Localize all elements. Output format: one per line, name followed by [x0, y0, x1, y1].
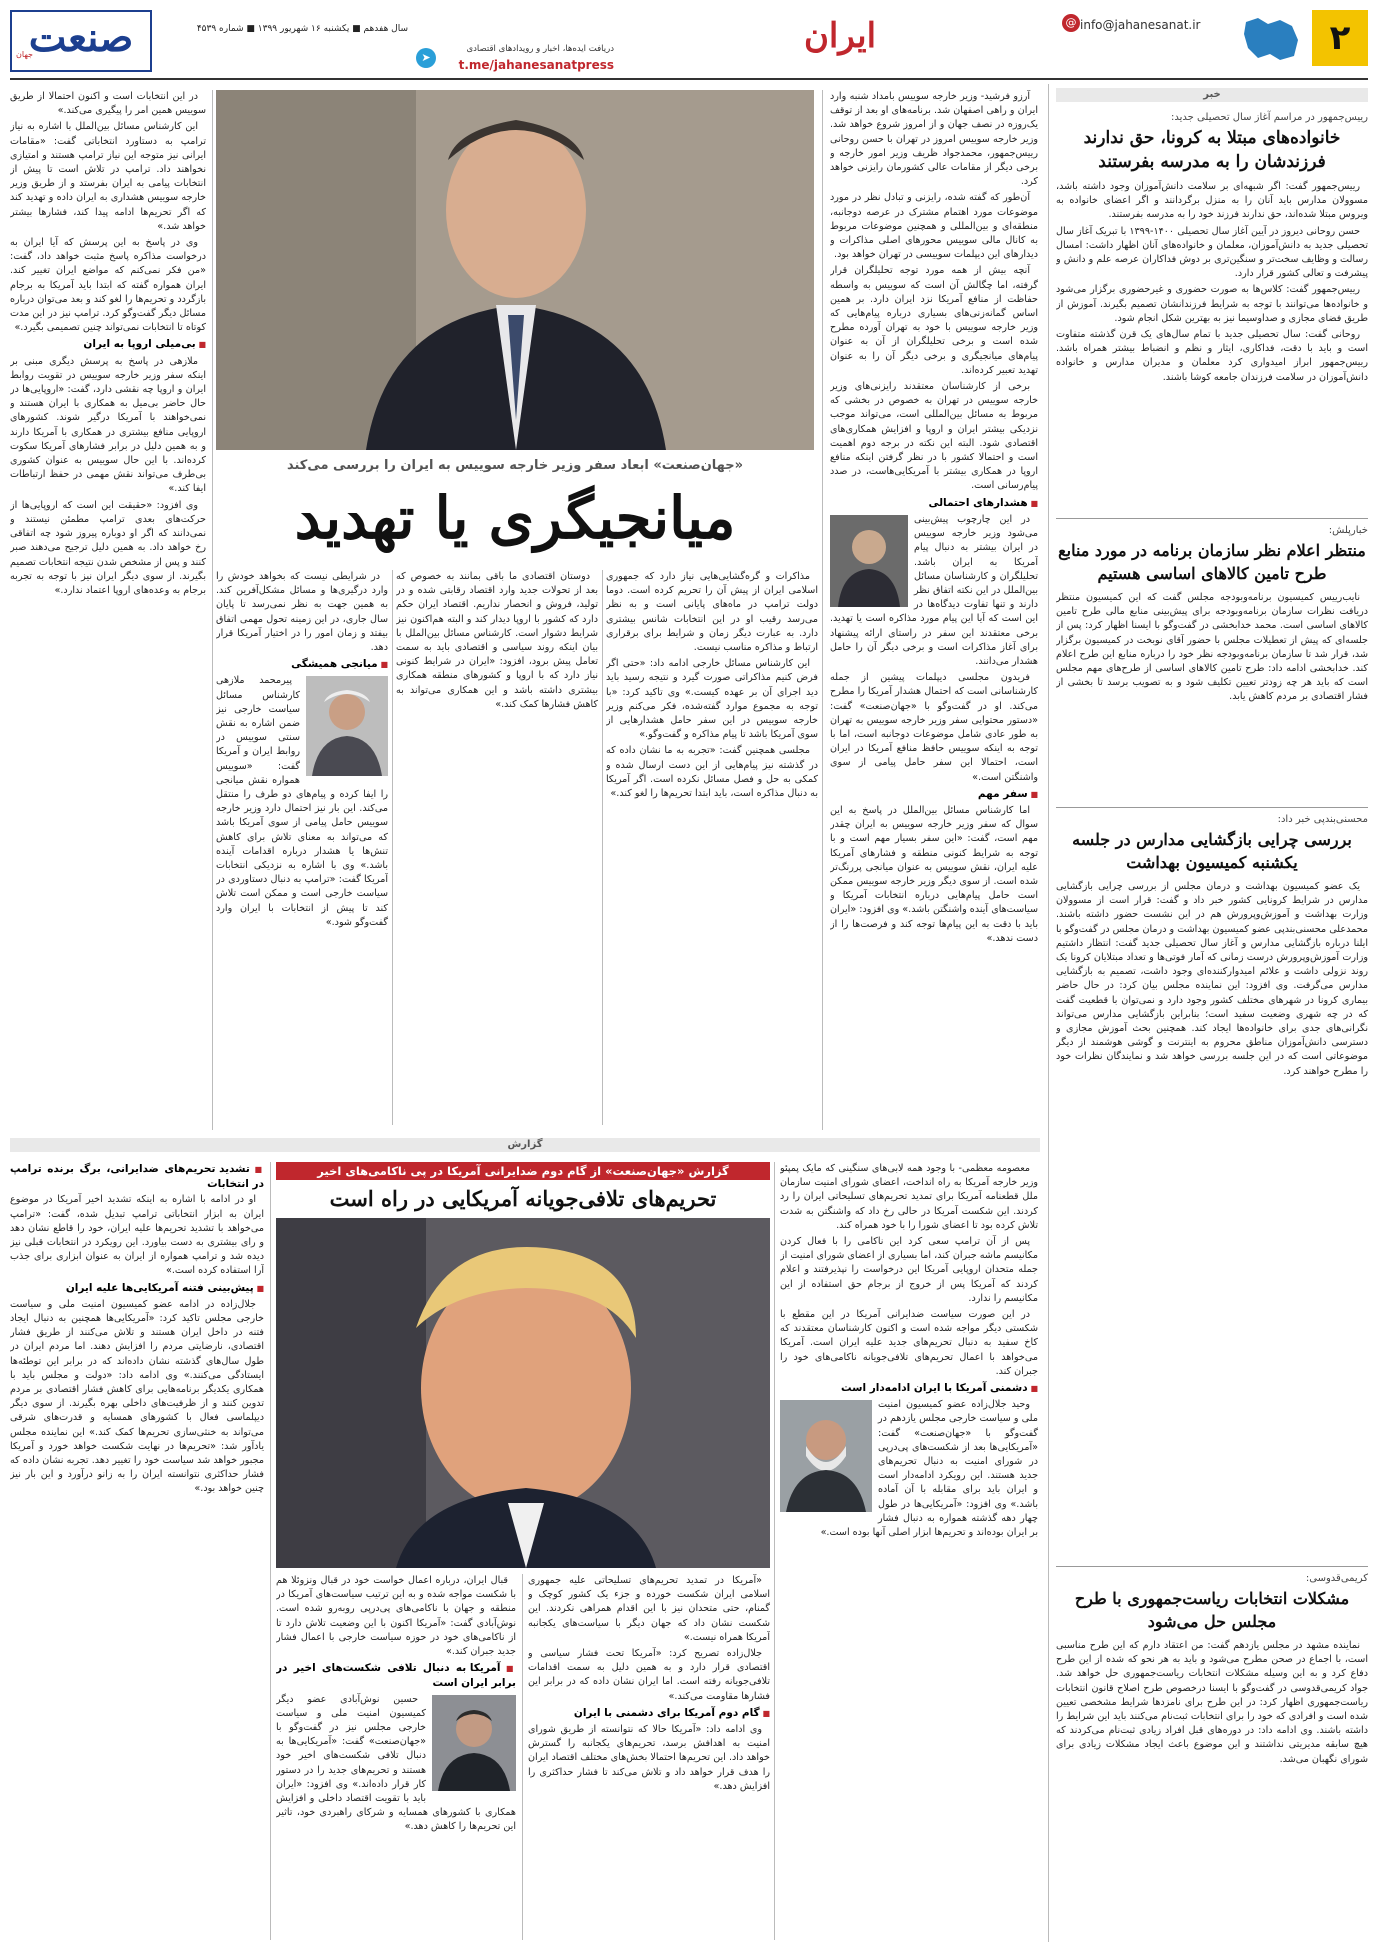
report-paragraph: حسین نوش‌آبادی عضو دیگر کمیسیون امنیت ملی و سیاست خارجی مجلس نیز در گفت‌وگو با «جهان‌صنعت» گفت: «آمریکایی‌ها به دنبال تلافی شکست‌های اخیر خود هستند و تحریم‌های جدید را در دستور کار قرار داده‌اند.» وی افزود: «ایران باید با تقویت اقتصاد داخلی و افزایش همکاری با کشورهای همسایه و شرکای راهبردی خود، تاثیر این تحریم‌ها را کاهش دهد.»	[276, 1693, 516, 1833]
top-story-title[interactable]: میانجیگری یا تهدید	[294, 484, 736, 552]
logo-text: صنعت	[28, 14, 134, 61]
news-paragraph: رییس‌جمهور گفت: اگر شبهه‌ای بر سلامت دانش‌آموزان وجود داشته باشد، مسوولان مدارس باید آنان را به منزل برگردانند و اگر اعضای خانواده به ویروس مبتلا شده‌اند، حق ندارند فرزند خود را به مدرسه بفرستند.	[1056, 181, 1368, 221]
report-col-2	[528, 1574, 770, 1940]
story-paragraph: ملازهی در پاسخ به پرسش دیگری مبنی بر اینکه سفر وزیر خارجه سوییس در تقویت روابط ایران و اروپا چه نقشی دارد، گفت: «اروپایی‌ها در حال حاضر بی‌میل به همکاری با ایران هستند و نمی‌خواهند با آمریکا درگیر شوند. کشورهای اروپایی منافع بیشتری در همکاری با آمریکا دارند و به همین دلیل در برابر فشارهای آمریکا سکوت کرده‌اند. با این حال سوییس به عنوان کشوری بی‌طرف می‌تواند نقش مهمی در حفظ ارتباطات ایفا کند.»	[10, 355, 206, 495]
news-kicker: محسنی‌بندپی خبر داد:	[1277, 814, 1368, 825]
report-band: گزارش	[10, 1138, 1040, 1152]
story-paragraph: آنچه بیش از همه مورد توجه تحلیلگران قرار گرفته، اما چگالش آن است که سوییس به واسطه حفاظت از منافع آمریکا نزد ایران دارد. بر همین اساس گمانه‌زنی‌های بسیاری درباره پیام‌هایی که وزیر خارجه سوییس با خود به تهران آورده مطرح شده است و برخی تحلیلگران از آن به عنوان پیام‌های میانجیگری و برخی دیگر آن را به عنوان تهدید تعبیر کرده‌اند.	[830, 265, 1038, 376]
news-title[interactable]: خانواده‌های مبتلا به کرونا، حق ندارند فرزندشان را به مدرسه بفرستند	[1083, 128, 1341, 172]
report-col-left	[10, 1162, 264, 1940]
report-lead-column	[780, 1162, 1038, 1940]
story-paragraph: پیرمحمد ملازهی کارشناس مسائل سیاست خارجی نیز ضمن اشاره به نقش سنتی سوییس در روابط ایران و آمریکا گفت: «سوییس همواره نقش میانجی را ایفا کرده و پیام‌های دو طرف را منتقل می‌کند. این بار نیز احتمال دارد وزیر خارجه سوییس حامل پیامی از سوی آمریکا باشد که می‌تواند به معنای تلاش برای کاهش تنش‌ها یا هشدار درباره اقدامات آینده باشد.» وی با اشاره به نزدیکی انتخابات آمریکا گفت: «ترامپ به دنبال دستاوردی در سیاست خارجی است و ممکن است تلاش کند تا پیش از انتخابات با ایران وارد گفت‌وگو شود.»	[216, 675, 388, 928]
iran-map-icon	[1240, 14, 1302, 64]
news-band: خبر	[1056, 88, 1368, 102]
report-paragraph: او در ادامه با اشاره به اینکه تشدید اخیر آمریکا در موضوع ایران به ابزار انتخاباتی ترامپ تبدیل شده، گفت: «ترامپ می‌خواهد با تشدید تحریم‌ها علیه ایران، خود را قاطع نشان دهد و رای بیشتری به دست بیاورد. این رویکرد در انتخابات قبلی نیز دیده شد و ترامپ همواره از ایران به عنوان ابزاری برای جذب آرا استفاده کرده است.»	[10, 1194, 264, 1277]
story-paragraph: دوستان اقتصادی ما باقی بمانند به خصوص که بعد از تحولات جدید وارد اقتصاد رقابتی شده و در تولید، فروش و انحصار نداریم. اقتصاد ایران حکم دارد که کشور با اروپا دیدار کند و البته هم‌اکنون نیز شرایط دشوار است. کارشناس مسائل بین‌الملل با بیان اینکه روند سیاسی و اقتصادی باید به سمت تعامل پیش برود، افزود: «ایران در شرایط کنونی نیاز دارد که با اروپا و کشورهای منطقه همکاری بیشتری داشته باشد و این همکاری می‌تواند به کاهش فشارها کمک کند.»	[396, 571, 598, 710]
report-paragraph: جلال‌زاده در ادامه عضو کمیسیون امنیت ملی و سیاست خارجی مجلس تاکید کرد: «آمریکایی‌ها همچنین به دنبال ایجاد فتنه در داخل ایران هستند و تلاش می‌کنند از طریق فشار اقتصادی، نارضایتی مردم را افزایش دهند. اما مردم ایران در طول سال‌های گذشته نشان داده‌اند که در برابر این توطئه‌ها ایستادگی می‌کنند.» وی ادامه داد: «دولت و مجلس باید با همکاری یکدیگر برنامه‌هایی برای کاهش فشار اقتصادی بر مردم تدوین کنند و از ظرفیت‌های داخلی بهره بگیرند. از سوی دیگر دیپلماسی فعال با کشورهای همسایه و قدرت‌های شرقی می‌تواند به خنثی‌سازی تحریم‌ها کمک کند.» این نماینده مجلس یادآور شد: «تحریم‌ها در نهایت شکست خواهد خورد و آمریکا مجبور خواهد شد سیاست خود را تغییر دهد. تجربه نشان داده که فشار حداکثری نتوانسته ایران را به زانو درآورد و این بار نیز چنین خواهد بود.»	[10, 1298, 264, 1495]
news-title[interactable]: منتظر اعلام نظر سازمان برنامه در مورد منابع طرح تامین کالاهای اساسی هستیم	[1058, 541, 1366, 583]
report-paragraph: «آمریکا در تمدید تحریم‌های تسلیحاتی علیه جمهوری اسلامی ایران شکست خورده و جزء یک کشور کوچک و گمنام، حتی متحدان نیز با این اقدام همراهی نکردند. این شکست نشان داد که جهان دیگر با سیاست‌های یکجانبه آمریکا همراه نیست.»	[528, 1575, 770, 1643]
news-paragraph: یک عضو کمیسیون بهداشت و درمان مجلس از بررسی چرایی بازگشایی مدارس در شرایط کرونایی کشور خبر داد و گفت: قرار است از مسوولان وزارت بهداشت و آموزش‌وپرورش هم در این نشست حضور داشته باشند. محمدعلی محسنی‌بندپی عضو کمیسیون بهداشت و درمان مجلس در گفت‌وگو با ایلنا درباره بازگشایی مدارس و آغاز سال تحصیلی جدید گفت: انتظار داشتیم وزارت آموزش‌وپرورش درست زمانی که آمار فوتی‌ها و تعداد مبتلایان کرونا یک روند نزولی داشت و علائم امیدوارکننده‌ای وجود داشت، تصمیم به بازگشایی مدارس می‌گرفت. وی افزود: این نماینده مجلس بیان کرد: در حال حاضر بیماری کرونا در شهرهای مختلف کشور وجود دارد و نمی‌توان با قطعیت گفت که در چه شهری وضعیت سفید است؛ بنابراین بازگشایی مدارس می‌تواند نگرانی‌های جدی برای خانواده‌ها ایجاد کند. همچنین بحث آموزش مجازی و دسترسی دانش‌آموزان مناطق محروم به اینترنت و گوشی هوشمند از دیگر موضوعاتی است که در این جلسه بررسی خواهد شد و نمایندگان نظرات خود را مطرح خواهند کرد.	[1056, 881, 1368, 1077]
story-paragraph: آرزو فرشید- وزیر خارجه سوییس بامداد شنبه وارد ایران و راهی اصفهان شد. برنامه‌های او بعد از توقف یک‌روزه در نصف جهان و از امروز شروع خواهد شد. وزیر خارجه سوییس امروز در تهران با حسن روحانی رییس‌جمهور، محمدجواد ظریف وزیر امور خارجه و برخی دیگر از مقامات عالی کشورمان رایزنی خواهد کرد.	[830, 91, 1038, 188]
story-paragraph: اما کارشناس مسائل بین‌الملل در پاسخ به این سوال که سفر وزیر خارجه سوییس به ایران چقدر مهم است، گفت: «این سفر بسیار مهم است و با توجه به شرایط کنونی منطقه و فشارهای آمریکا علیه ایران، نقش سوییس به عنوان میانجی پررنگ‌تر شده است. از سوی دیگر وزیر خارجه سوییس ممکن است حامل پیام‌هایی درباره انتخابات آمریکا و سیاست‌های آینده واشنگتن باشد.» وی افزود: «ایران باید با دقت به این پیام‌ها توجه کند و فرصت‌ها را از دست ندهد.»	[830, 804, 1038, 944]
report-paragraph: قبال ایران، درباره اعمال خواست خود در قبال ونزوئلا هم با شکست مواجه شده و به این ترتیب سیاست‌های آمریکا در منطقه و جهان با ناکامی‌های پی‌درپی روبه‌رو شده است. نوش‌آبادی گفت: «آمریکا اکنون با این وضعیت تلاش دارد تا از ناکامی‌های خود در حوزه سیاست خارجی با اعمال فشار جدید جبران کند.»	[276, 1575, 516, 1658]
report-col-3	[276, 1574, 516, 1940]
story-paragraph: در شرایطی نیست که بخواهد خودش را وارد درگیری‌ها و مسائل مشکل‌آفرین کند. به همین جهت به نظر نمی‌رسد تا پایان سال جاری، در این زمینه تحول مهمی اتفاق بیفتد و زمان امور را در اختیار آمریکا قرار دهد.	[216, 571, 388, 654]
story-paragraph: وی در پاسخ به این پرسش که آیا ایران به درخواست مذاکره پاسخ مثبت خواهد داد، گفت: «من فکر نمی‌کنم که مواضع ایران تغییر کند. ایران همواره گفته که ابتدا باید آمریکا به برجام بازگردد و تحریم‌ها را لغو کند و بعد می‌توان درباره مسائل دیگر گفت‌وگو کرد. ترامپ نیز در این مدت کوتاه تا انتخابات نمی‌تواند چنین تصمیمی بگیرد.»	[10, 237, 206, 334]
news-paragraph: روحانی گفت: سال تحصیلی جدید با تمام سال‌های یک قرن گذشته متفاوت است و باید با دقت، فداکاری، ایثار و نظم و انضباط بیشتر همراه باشد. رییس‌جمهور ابراز امیدواری کرد معلمان و مدیران مدارس و خانواده دانش‌آموزان در سلامت فرزندان جامعه کوشا باشند.	[1056, 329, 1368, 383]
subheading: ■ هشدارهای احتمالی	[830, 496, 1038, 511]
story-paragraph: این کارشناس مسائل بین‌الملل با اشاره به نیاز ترامپ به دستاورد انتخاباتی گفت: «مقامات ایرانی نیز متوجه این نیاز ترامپ هستند و امتیازی نخواهند داد. ترامپ در تلاش است تا پیش از انتخابات پیامی به ایران بفرستد و از طریق وزیر خارجه سوییس هشداری به ایران داده و تهدید کند که اگر تحریم‌ها ادامه پیدا کند، فشارها بیشتر خواهد شد.»	[10, 121, 206, 232]
report-kicker: گزارش «جهان‌صنعت» از گام دوم ضدایرانی آمریکا در پی ناکامی‌های اخیر	[276, 1162, 770, 1180]
news-paragraph: حسن روحانی دیروز در آیین آغاز سال تحصیلی ۱۴۰۰-۱۳۹۹ با تبریک آغاز سال تحصیلی جدید به دانش‌آموزان، معلمان و خانواده‌های آنان اظهار داشت: امسال رسالت و وظایف سخت‌تر و سنگین‌تری بر دوش فداکاران عرصه علم و دانش و پیشرفت و تعالی کشور قرار دارد.	[1056, 225, 1368, 280]
news-kicker: رییس‌جمهور در مراسم آغاز سال تحصیلی جدید:	[1171, 112, 1368, 123]
photo-noushabadi	[432, 1695, 516, 1791]
news-column	[1056, 88, 1368, 1939]
subheading: ■ بی‌میلی اروپا به ایران	[10, 337, 206, 352]
report-paragraph: وحید جلال‌زاده عضو کمیسیون امنیت ملی و سیاست خارجی مجلس یازدهم در گفت‌وگو با «جهان‌صنعت» گفت: «آمریکایی‌ها بعد از شکست‌های پی‌درپی در شورای امنیت به دنبال تحریم‌های جدید هستند. این رویکرد ادامه‌دار است و ایران باید برای مقابله با آن آماده باشد.» وی افزود: «آمریکایی‌ها در طول چهار دهه گذشته همواره به دنبال فشار بر ایران بوده‌اند و تحریم‌ها ابزار اصلی آنها بوده است.»	[820, 1399, 1038, 1539]
report-title[interactable]: تحریم‌های تلافی‌جویانه آمریکایی در راه است	[329, 1186, 717, 1211]
top-story-kicker: «جهان‌صنعت» ابعاد سفر وزیر خارجه سوییس به ایران را بررسی می‌کند	[286, 458, 744, 473]
news-title[interactable]: مشکلات انتخابات ریاست‌جمهوری با طرح مجلس حل می‌شود	[1074, 1589, 1350, 1631]
report-paragraph: پس از آن ترامپ سعی کرد این ناکامی را با فعال کردن مکانیسم ماشه جبران کند، اما بسیاری از اعضای شورای امنیت از جمله متحدان اروپایی آمریکا این درخواست را نپذیرفتند و اعلام کردند که آمریکا پس از خروج از برجام حق استفاده از این مکانیسم را ندارد.	[780, 1236, 1038, 1304]
page-header	[0, 0, 1378, 82]
news-kicker: کریمی‌قدوسی:	[1305, 1573, 1368, 1584]
report-paragraph: وی ادامه داد: «آمریکا حالا که نتوانسته از طریق شورای امنیت به اهدافش برسد، تحریم‌های یکجانبه را گسترش خواهد داد. این تحریم‌ها احتمالا بخش‌های مختلف اقتصاد ایران را هدف قرار خواهد داد و تلاش می‌کند تا فشار حداکثری را افزایش دهد.»	[528, 1724, 770, 1792]
subheading: ■ گام دوم آمریکا برای دشمنی با ایران	[528, 1706, 770, 1721]
story-paragraph: در این چارچوب پیش‌بینی می‌شود وزیر خارجه سوییس در ایران بیشتر به دنبال پیام آمریکا به ایران باشد. تحلیلگران و کارشناسان مسائل بین‌الملل در این نکته اتفاق نظر دارند و تنها تفاوت دیدگاه‌ها در این است که آیا این پیام مورد مذاکره است یا تهدید. برخی معتقدند این سفر در راستای ارائه پیشنهاد برای آغاز مذاکرات است و برخی دیگر آن را حامل هشدار می‌دانند.	[830, 513, 1038, 667]
section-title: ایران	[803, 16, 877, 56]
subheading: ■ دشمنی آمریکا با ایران ادامه‌دار است	[780, 1381, 1038, 1396]
telegram-lead: دریافت ایده‌ها، اخبار و رویدادهای اقتصادی	[466, 44, 614, 54]
logo-small: جهان	[16, 50, 33, 59]
top-story-col-4	[396, 570, 598, 1125]
top-story-col-5	[216, 570, 388, 1125]
photo-mojalesi	[830, 515, 908, 607]
report-paragraph: معصومه معظمی- با وجود همه لابی‌های سنگینی که مایک پمپئو وزیر خارجه آمریکا به راه انداخت، اعضای شورای امنیت سازمان ملل قطعنامه آمریکا برای تمدید تحریم‌های تسلیحاتی ایران را رد کردند. این شکست آمریکا در حالی رخ داد که واشنگتن به شدت تلاش کرده بود تا اعضای شورا را با خود همراه کند.	[780, 1163, 1038, 1231]
story-paragraph: مجلسی همچنین گفت: «تجربه به ما نشان داده که در گذشته نیز پیام‌هایی از این دست ارسال شده و کمکی به حل و فصل مسائل نکرده است. اگر آمریکا به دنبال مذاکره است، باید ابتدا تحریم‌ها را لغو کند.»	[606, 745, 818, 800]
report-paragraph: در این صورت سیاست ضدایرانی آمریکا در این مقطع با شکستی دیگر مواجه شده است و اکنون کارشناسان معتقدند که کاخ سفید به دنبال تحریم‌های جدید علیه ایران است. آمریکا می‌خواهد با اعمال تحریم‌های تلافی‌جویانه ناکامی‌های خود را جبران کند.	[780, 1309, 1038, 1377]
report-paragraph: جلال‌زاده تصریح کرد: «آمریکا تحت فشار سیاسی و اقتصادی قرار دارد و به همین دلیل به سمت اقدامات تلافی‌جویانه رفته است. اما ایران نشان داده که در برابر این فشارها مقاومت می‌کند.»	[528, 1648, 770, 1702]
news-title[interactable]: بررسی چرایی بازگشایی مدارس در جلسه یکشنبه کمیسیون بهداشت	[1072, 830, 1352, 872]
story-paragraph: این کارشناس مسائل خارجی ادامه داد: «حتی اگر فرض کنیم مذاکراتی صورت گیرد و نتیجه رسید باید دید اجرای آن بر عهده کیست.» وی تاکید کرد: «با توجه به مجموع موارد گفته‌شده، فکر می‌کنم وزیر خارجه سوییس در این سفر حامل هشدارهایی از سوی آمریکا باشد تا پیام مذاکره و گفت‌وگو.»	[606, 658, 818, 741]
subheading: ■ سفر مهم	[830, 787, 1038, 802]
news-paragraph: نایب‌رییس کمیسیون برنامه‌وبودجه مجلس گفت که این کمیسیون منتظر دریافت نظرات سازمان برنامه‌وبودجه برای پیش‌بینی منابع مالی طرح تامین کالاهای اساسی است. محمد خدابخشی در گفت‌وگو با ایسنا اظهار کرد: پس از جلسه‌ای که پیش از تعطیلات مجلس با حضور آقای نوبخت در کمیسیون برگزار شد، قرار شد تا سازمان برنامه‌وبودجه نظر خود را درباره منابع این طرح اعلام کند. خدابخشی ادامه داد: طرح تامین کالاهای اساسی از طرح‌های مهم مجلس است که باید هر چه زودتر تعیین تکلیف شود و به تصویب برسد تا بخشی از فشار اقتصادی بر مردم کاهش یابد.	[1056, 592, 1368, 703]
photo-mollazehi	[306, 676, 388, 776]
story-paragraph: فریدون مجلسی دیپلمات پیشین از جمله کارشناسانی است که احتمال هشدار آمریکا را مطرح می‌کند. او در گفت‌وگو با «جهان‌صنعت» گفت: «دستور محتوایی سفر وزیر خارجه سوییس به تهران به طور عادی شامل موضوعات دوجانبه است، اما با توجه به اینکه سوییس حافظ منافع آمریکا در ایران است، احتمالا این سفر حامل پیامی از سوی واشنگتن است.»	[830, 672, 1038, 783]
story-paragraph: در این انتخابات است و اکنون احتمالا از طریق سوییس همین امر را پیگیری می‌کند.»	[10, 91, 206, 117]
news-kicker: خبارپلش:	[1328, 525, 1368, 536]
subheading: ■ پیش‌بینی فتنه آمریکایی‌ها علیه ایران	[10, 1281, 264, 1296]
story-paragraph: مذاکرات و گره‌گشایی‌هایی نیاز دارد که جمهوری اسلامی ایران از پیش آن را تحریم کرده است. دوما دولت ترامپ در ماه‌های پایانی است و به نظر می‌رسد رقیب او در این انتخابات شانس بیشتری دارد. به عبارت دیگر زمان و شرایط برای برقراری ارتباط و مذاکره مناسب نیست.	[606, 571, 818, 654]
logo	[10, 10, 152, 72]
story-paragraph: وی افزود: «حقیقت این است که اروپایی‌ها از حرکت‌های بعدی ترامپ مطمئن نیستند و نمی‌دانند که اگر او دوباره پیروز شود چه اتفاقی رخ خواهد داد. به همین دلیل ترجیح می‌دهند صبر کنند و پس از مشخص شدن نتیجه انتخابات تصمیم بگیرند. از سوی دیگر ایران نیز با توجه به تجربه برجام به وعده‌های اروپا اعتماد ندارد.»	[10, 499, 206, 596]
photo-trump	[276, 1218, 770, 1568]
issue-info: سال هفدهم ■ یکشنبه ۱۶ شهریور ۱۳۹۹ ■ شماره ۴۵۳۹	[196, 24, 408, 34]
subheading: ■ تشدید تحریم‌های ضدایرانی، برگ برنده ترامپ در انتخابات	[10, 1162, 264, 1191]
email-icon: @	[1062, 14, 1080, 32]
top-story-col-left	[10, 90, 206, 1130]
page-number: ۲	[1312, 10, 1368, 66]
photo-jalalzadeh	[780, 1400, 872, 1512]
news-item-budget	[1056, 525, 1368, 801]
story-paragraph: آن‌طور که گفته شده، رایزنی و تبادل نظر در مورد موضوعات مورد اهتمام مشترک در عرصه دوجانبه، منطقه‌ای و بین‌المللی و همچنین موضوعات مربوط به کانال مالی سوییس محورهای اصلی مذاکرات و دیدارهای این دیپلمات سوییسی در تهران خواهد بود.	[830, 192, 1038, 261]
news-paragraph: نماینده مشهد در مجلس یازدهم گفت: من اعتقاد دارم که این طرح مناسبی است، با اجماع در صحن مطرح می‌شود و باید به هر نحو که شده از این طرح دفاع کرد و به این وسیله مشکلات انتخابات ریاست‌جمهوری حل خواهد شد. جواد کریمی‌قدوسی در گفت‌وگو با ایسنا درخصوص طرح اصلاح قانون انتخابات ریاست‌جمهوری اظهار کرد: در این طرح برای نامزدها شرایط مشخصی تعیین شده است و افرادی که خود را برای انتخابات ثبت‌نام می‌کنند باید این شرایط را داشته باشند. وی ادامه داد: در دوره‌های قبل افراد زیادی ثبت‌نام می‌کردند که هیچ سابقه مدیریتی نداشتند و این موضوع باعث ایجاد مشکلات زیادی برای شورای نگهبان می‌شد.	[1056, 1640, 1368, 1765]
subheading: ■ میانجی همیشگی	[216, 657, 388, 672]
top-story-lead-column	[830, 90, 1038, 1130]
news-item-school	[1056, 112, 1368, 512]
photo-swiss-minister	[216, 90, 814, 450]
news-item-election	[1056, 1573, 1368, 1939]
top-story-col-3	[606, 570, 818, 1125]
story-paragraph: برخی از کارشناسان معتقدند رایزنی‌های وزیر خارجه سوییس در تهران به خصوص در بخشی که مربوط به مسائل بین‌المللی است، می‌تواند موجب نزدیکی بیشتر ایران و اروپا و افزایش همکاری‌های اقتصادی شود. البته این نکته در برجه دوم اهمیت است و احتمالا کشور با در نظر گرفتن اینکه منافع اروپا در همکاری بیشتر با آمریکایی‌هاست، در صدد پیام‌رسانی است.	[830, 381, 1038, 492]
news-paragraph: رییس‌جمهور گفت: کلاس‌ها به صورت حضوری و غیرحضوری برگزار می‌شود و خانواده‌ها می‌توانند با توجه به شرایط فرزندانشان تصمیم بگیرند. آموزش از طریق فضای مجازی و صداوسیما نیز به بهترین شکل انجام شود.	[1056, 284, 1368, 324]
subheading: ■ آمریکا به دنبال تلافی شکست‌های اخیر در برابر ایران است	[276, 1661, 516, 1690]
telegram-icon: ➤	[416, 48, 436, 68]
email-text[interactable]: info@jahanesanat.ir	[1080, 18, 1201, 32]
telegram-link[interactable]: t.me/jahanesanatpress	[458, 58, 614, 72]
news-item-commission	[1056, 814, 1368, 1560]
